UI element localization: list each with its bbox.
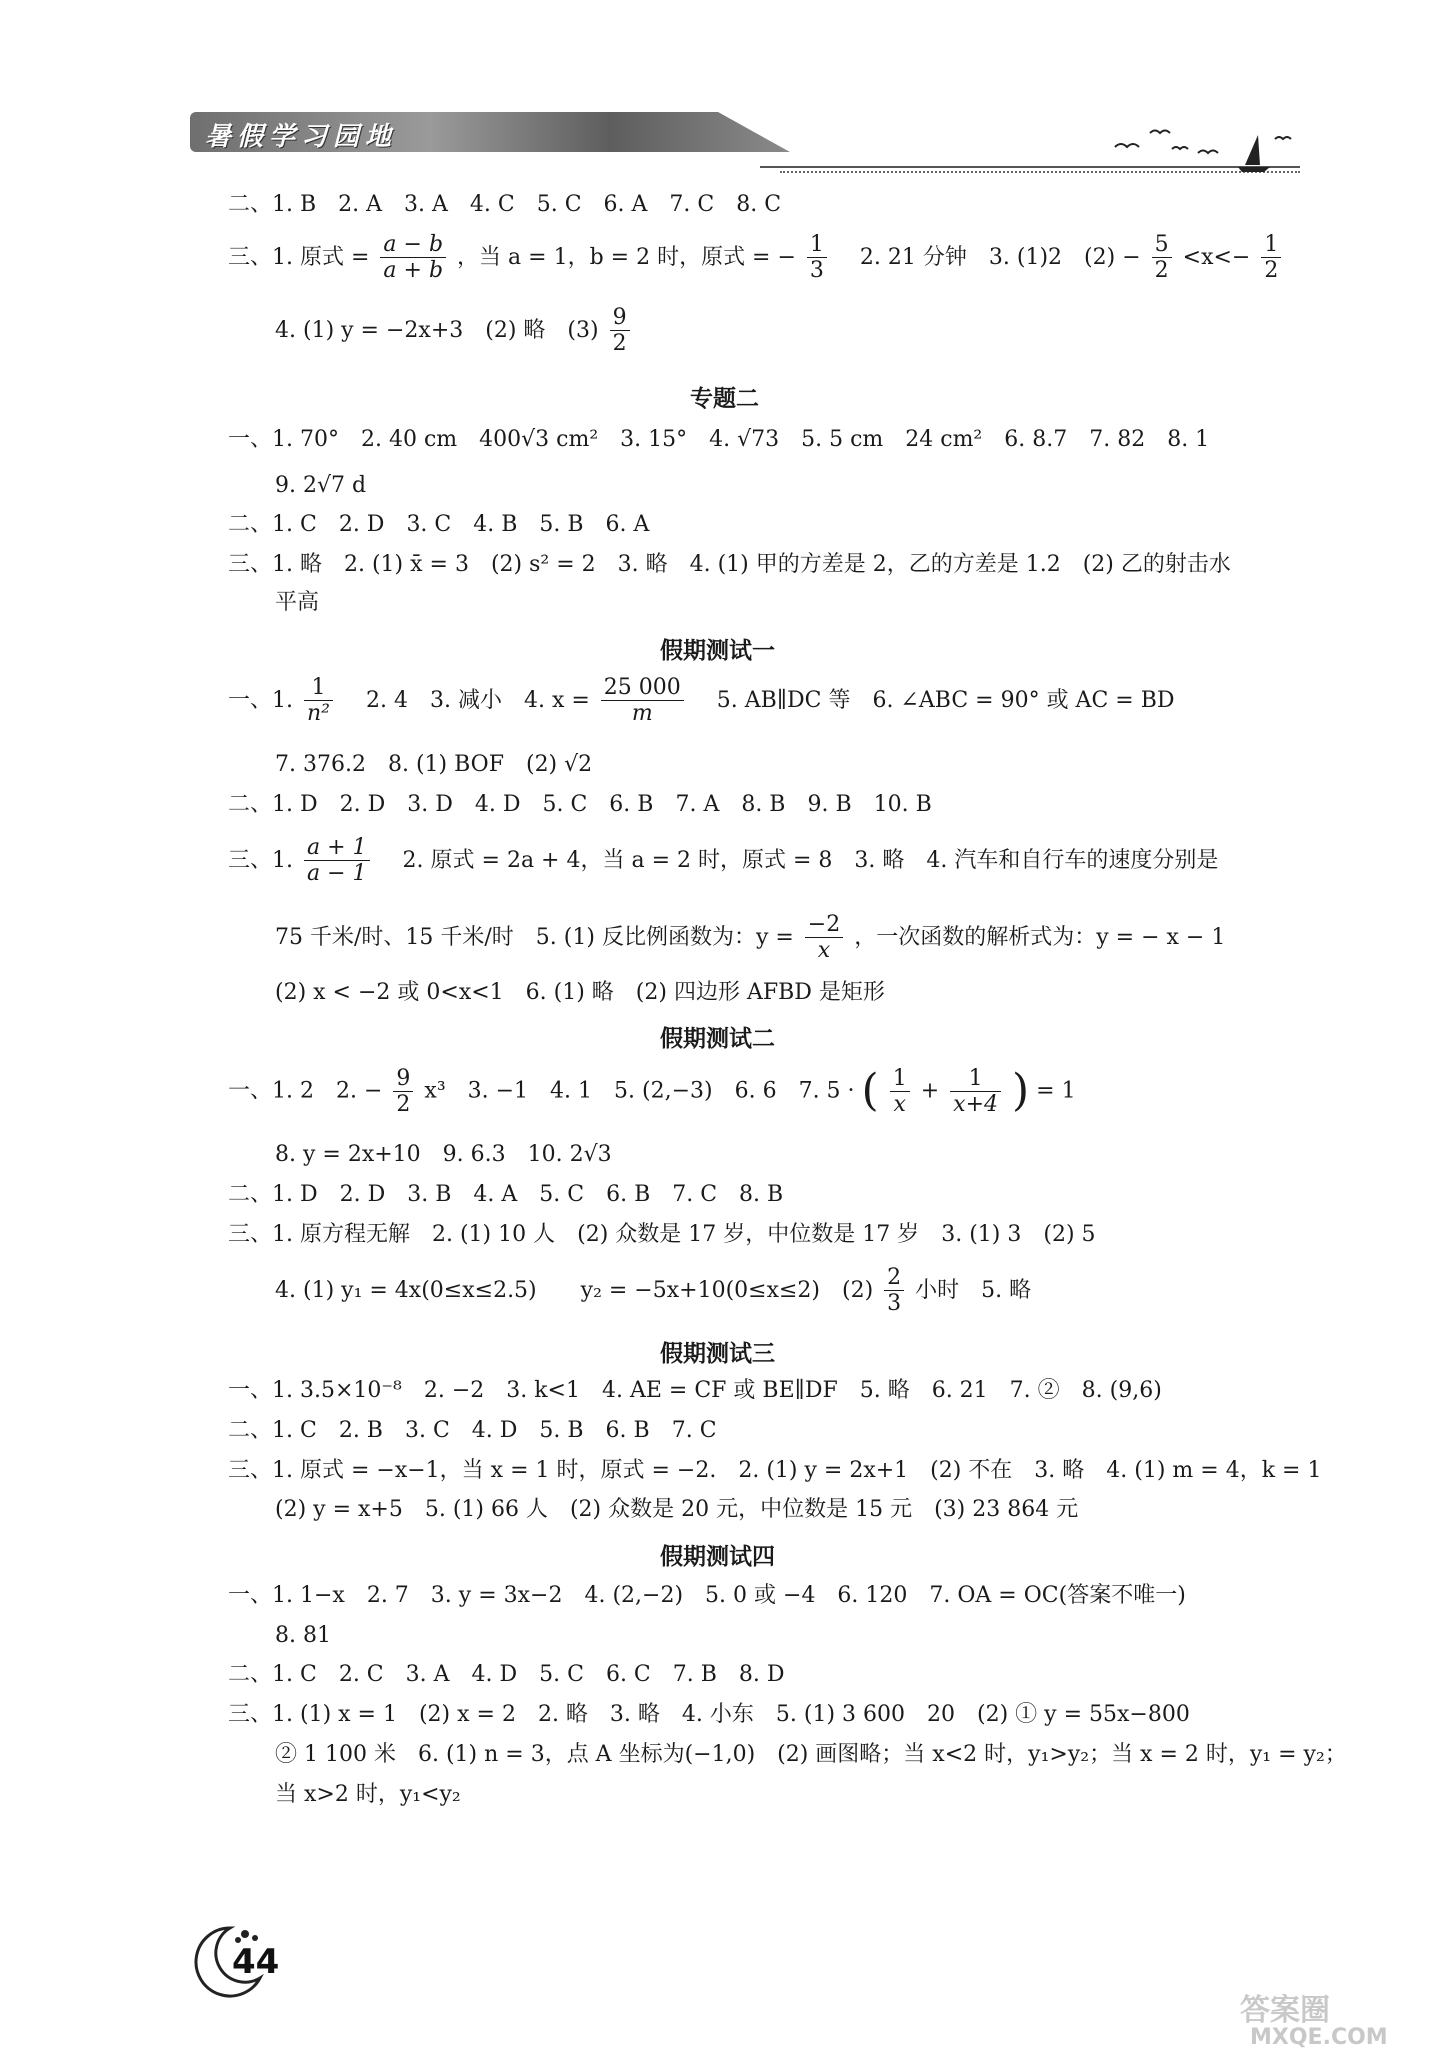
fraction: $\frac{9}{2}$ bbox=[393, 1066, 413, 1118]
answer-line: 三、1. (1) x = 1 (2) x = 2 2. 略 3. 略 4. 小东 5. (1) 3 600 20 (2) ① y = 55x−800 bbox=[228, 1702, 1190, 1727]
section-title: 假期测试三 bbox=[660, 1340, 775, 1367]
section-title: 假期测试一 bbox=[660, 637, 775, 664]
section-title: 专题二 bbox=[690, 385, 759, 412]
birds-sailboat-icon bbox=[1110, 125, 1300, 175]
fraction: $\frac{1}{x+4}$ bbox=[950, 1066, 1001, 1118]
fraction: $\frac{1}{3}$ bbox=[807, 232, 827, 284]
section-title: 假期测试二 bbox=[660, 1025, 775, 1052]
answer-line: 二、1. B 2. A 3. A 4. C 5. C 6. A 7. C 8. C bbox=[228, 192, 782, 217]
answer-line: 三、1. $\frac{a + 1}{a - 1}$ 2. 原式 = 2a + 4，当 a = 2 时，原式 = 8 3. 略 4. 汽车和自行车的速度分别是 bbox=[228, 835, 1219, 887]
answer-line: 一、1. 3.5×10⁻⁸ 2. −2 3. k<1 4. AE = CF 或 BE∥DF 5. 略 6. 21 7. ② 8. (9,6) bbox=[228, 1378, 1162, 1403]
answer-line: 一、1. 70° 2. 40 cm 400√3 cm² 3. 15° 4. √73 5. 5 cm 24 cm² 6. 8.7 7. 82 8. 1 bbox=[228, 427, 1210, 452]
answer-line: (2) x < −2 或 0<x<1 6. (1) 略 (2) 四边形 AFBD 是矩形 bbox=[275, 980, 885, 1005]
answer-line: 7. 376.2 8. (1) BOF (2) √2 bbox=[275, 752, 593, 777]
answer-line: 三、1. 原方程无解 2. (1) 10 人 (2) 众数是 17 岁，中位数是 17 岁 3. (1) 3 (2) 5 bbox=[228, 1222, 1096, 1247]
answer-line: 二、1. C 2. D 3. C 4. B 5. B 6. A bbox=[228, 512, 650, 537]
answer-line: 三、1. 原式 = $\frac{a - b}{a + b}$ ，当 a = 1，b = 2 时，原式 = − $\frac{1}{3}$ 2. 21 分钟 3. (1)2 (2) − $\frac{5}{2}$ <x<− $\frac{1}{2}$ bbox=[228, 232, 1285, 284]
answer-line: ② 1 100 米 6. (1) n = 3，点 A 坐标为(−1,0) (2) 画图略；当 x<2 时，y₁>y₂；当 x = 2 时，y₁ = y₂； bbox=[275, 1742, 1347, 1767]
fraction: $\frac{2}{3}$ bbox=[884, 1265, 904, 1317]
answer-line: 三、1. 原式 = −x−1，当 x = 1 时，原式 = −2. 2. (1) y = 2x+1 (2) 不在 3. 略 4. (1) m = 4，k = 1 bbox=[228, 1458, 1322, 1483]
page-number: 44 bbox=[232, 1942, 280, 1982]
answer-line: 4. (1) y = −2x+3 (2) 略 (3) $\frac{9}{2}$ bbox=[275, 305, 634, 357]
fraction: $\frac{-2}{x}$ bbox=[805, 912, 843, 964]
answer-line: 8. 81 bbox=[275, 1623, 331, 1648]
answer-line: 二、1. D 2. D 3. B 4. A 5. C 6. B 7. C 8. B bbox=[228, 1182, 784, 1207]
answer-line: 二、1. C 2. C 3. A 4. D 5. C 6. C 7. B 8. D bbox=[228, 1662, 785, 1687]
answer-line: 4. (1) y₁ = 4x(0≤x≤2.5) y₂ = −5x+10(0≤x≤2) (2) $\frac{2}{3}$ 小时 5. 略 bbox=[275, 1265, 1032, 1317]
answer-line: 三、1. 略 2. (1) x̄ = 3 (2) s² = 2 3. 略 4. (1) 甲的方差是 2，乙的方差是 1.2 (2) 乙的射击水 bbox=[228, 552, 1231, 577]
answer-line: 当 x>2 时，y₁<y₂ bbox=[275, 1782, 461, 1807]
answer-line: 一、1. $\frac{1}{\text{n²}}$ 2. 4 3. 减小 4. x = $\frac{25 000}{m}$ 5. AB∥DC 等 6. ∠ABC = 90° 或 AC = BD bbox=[228, 675, 1175, 727]
answer-line: 9. 2√7 d bbox=[275, 473, 367, 498]
answer-line: 8. y = 2x+10 9. 6.3 10. 2√3 bbox=[275, 1142, 612, 1167]
answer-line: 一、1. 1−x 2. 7 3. y = 3x−2 4. (2,−2) 5. 0 或 −4 6. 120 7. OA = OC(答案不唯一) bbox=[228, 1583, 1186, 1608]
fraction: $\frac{a - b}{a + b}$ bbox=[380, 232, 446, 284]
header-title: 暑假学习园地 bbox=[205, 122, 398, 152]
answer-line: (2) y = x+5 5. (1) 66 人 (2) 众数是 20 元，中位数是 15 元 (3) 23 864 元 bbox=[275, 1497, 1079, 1522]
fraction: $\frac{1}{2}$ bbox=[1261, 232, 1281, 284]
fraction: $\frac{5}{2}$ bbox=[1152, 232, 1172, 284]
answer-line: 二、1. D 2. D 3. D 4. D 5. C 6. B 7. A 8. B 9. B 10. B bbox=[228, 792, 932, 817]
fraction: $\frac{a + 1}{a - 1}$ bbox=[304, 835, 370, 887]
fraction: $\frac{25 000}{m}$ bbox=[601, 675, 684, 727]
fraction: $\frac{1}{x}$ bbox=[890, 1066, 910, 1118]
answer-line: 二、1. C 2. B 3. C 4. D 5. B 6. B 7. C bbox=[228, 1418, 717, 1443]
answer-line: 75 千米/时、15 千米/时 5. (1) 反比例函数为：y = $\frac{-2}{x}$ ，一次函数的解析式为：y = − x − 1 bbox=[275, 912, 1226, 964]
section-title: 假期测试四 bbox=[660, 1543, 775, 1570]
answer-line: 一、1. 2 2. − $\frac{9}{2}$ x³ 3. −1 4. 1 5. (2,−3) 6. 6 7. 5 · ( $\frac{1}{x}$ + $\frac{1}{x+4}$ ) = 1 bbox=[228, 1065, 1076, 1117]
answer-line: 平高 bbox=[275, 590, 320, 615]
fraction: $\frac{1}{\text{n²}}$ bbox=[304, 675, 333, 727]
watermark-logo: 答案圈 bbox=[1240, 1993, 1330, 2028]
fraction: $\frac{9}{2}$ bbox=[610, 305, 630, 357]
watermark-url: MXQE.COM bbox=[1250, 2025, 1388, 2050]
